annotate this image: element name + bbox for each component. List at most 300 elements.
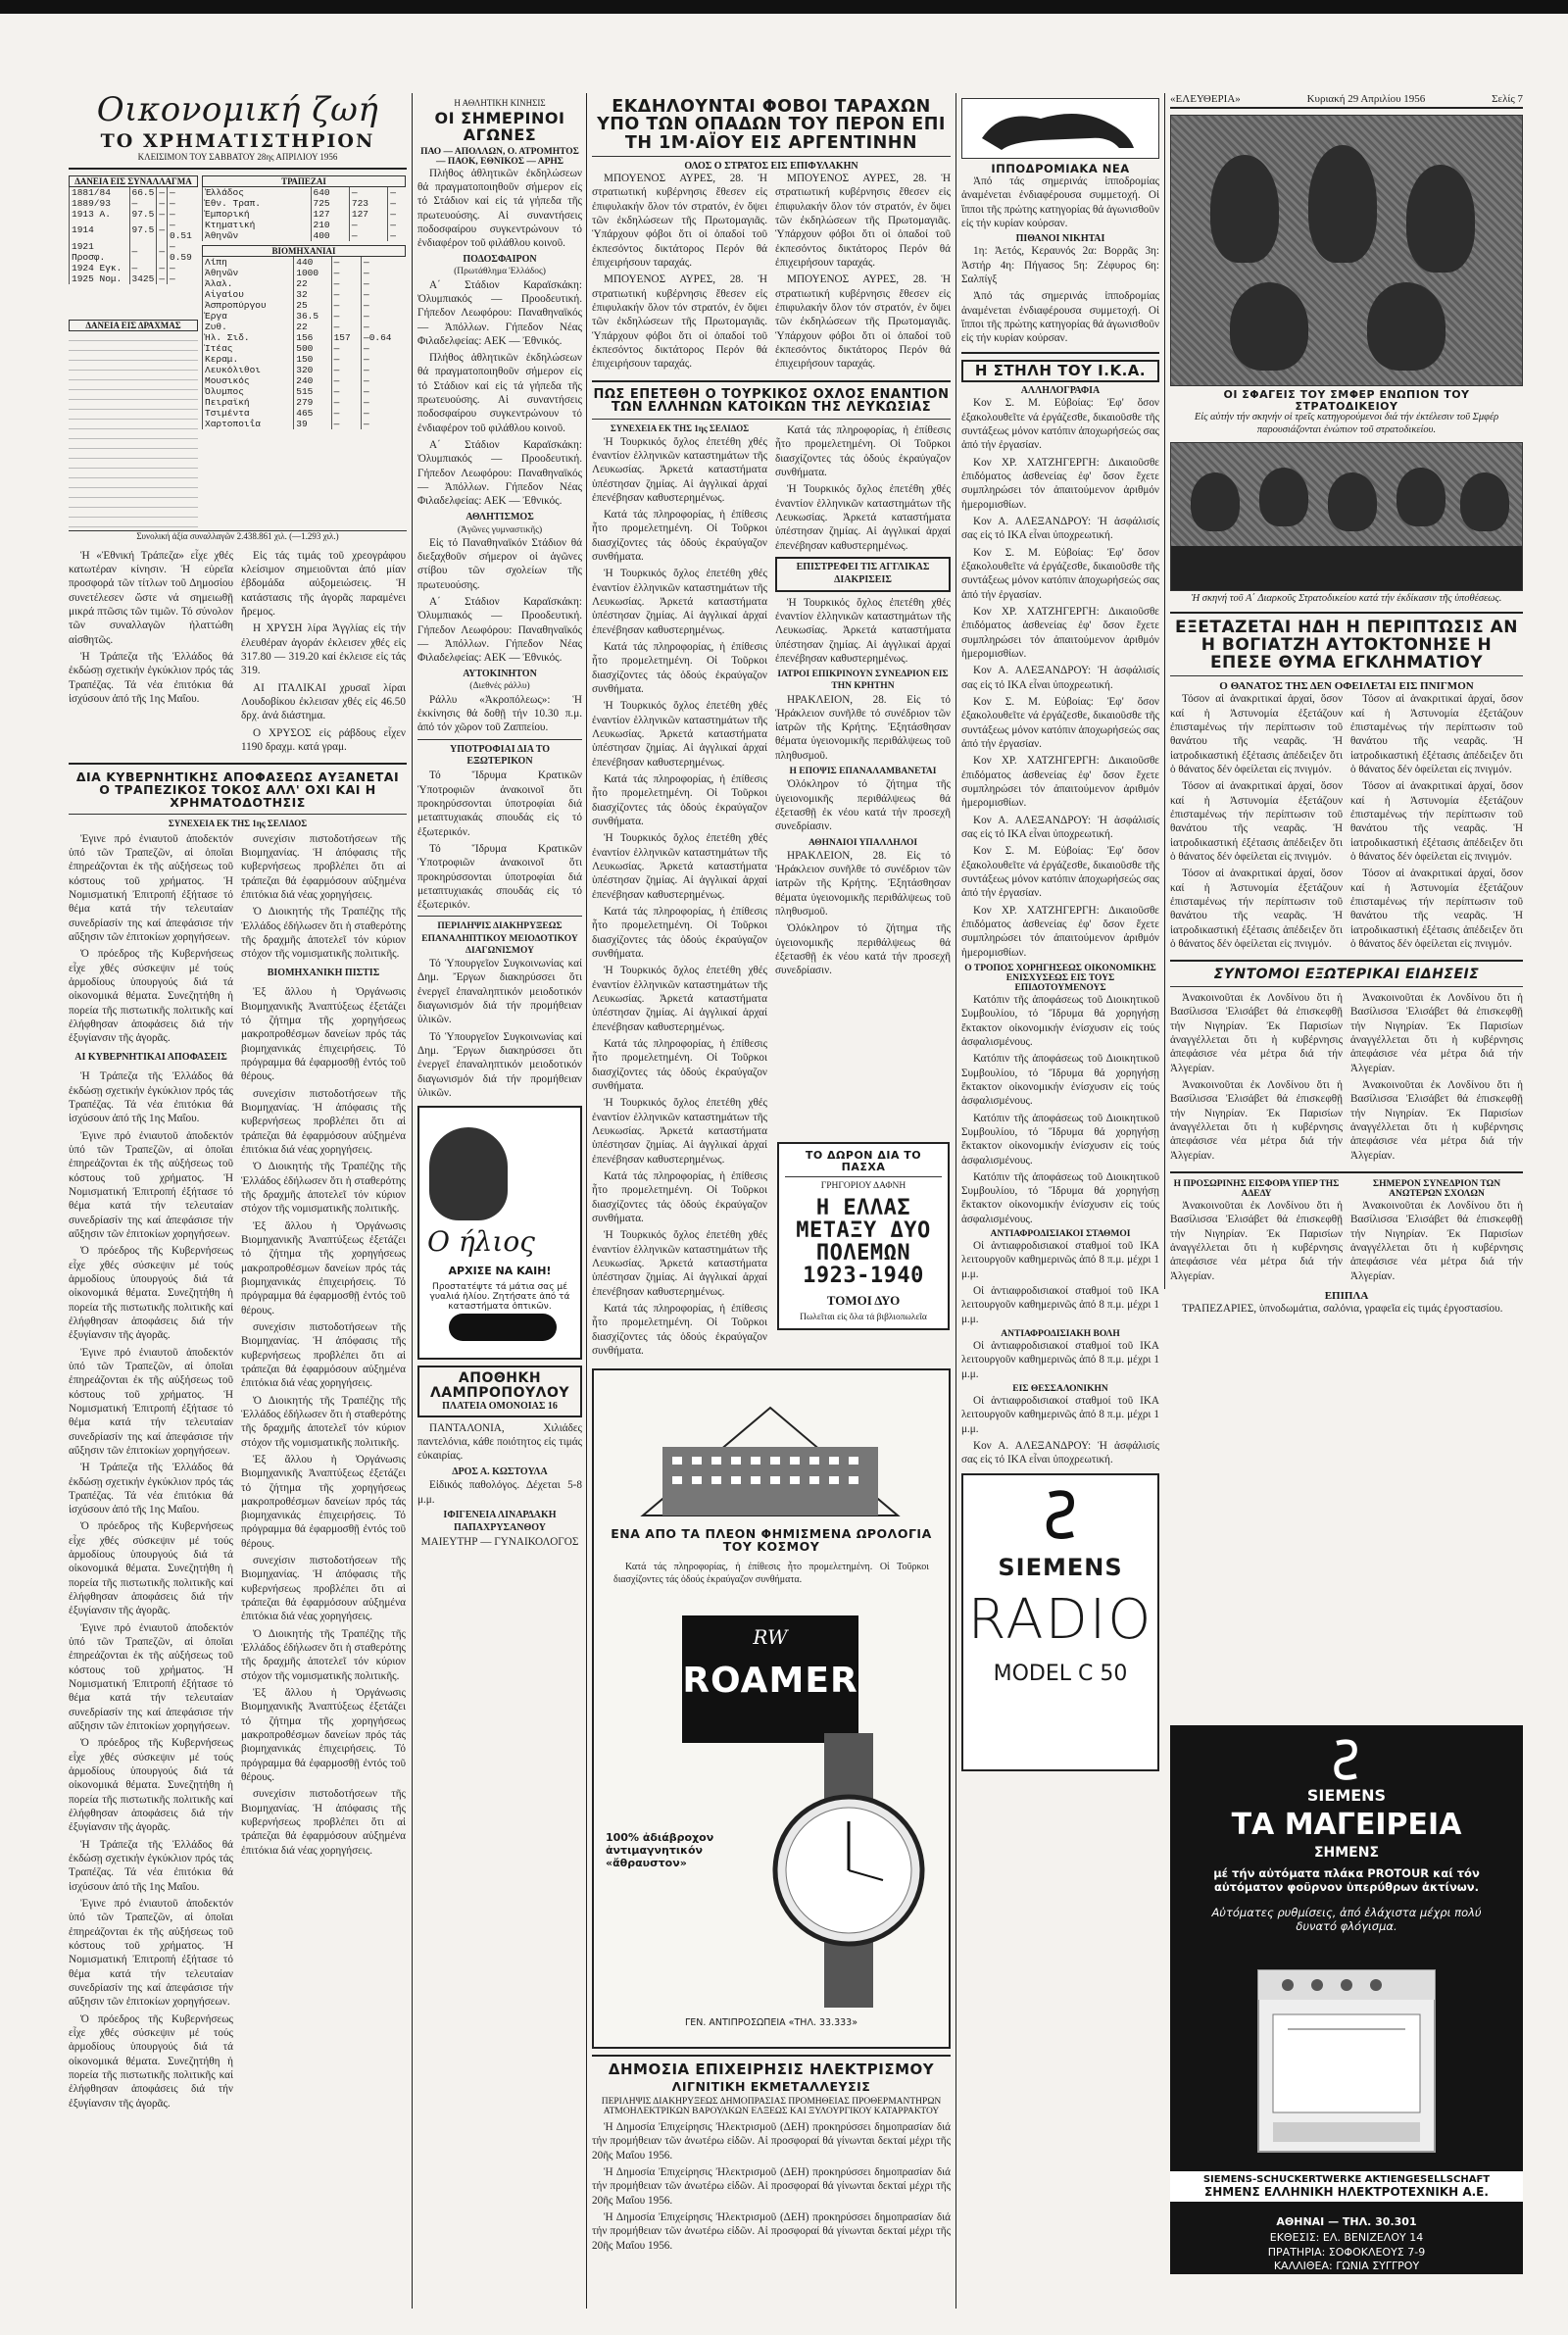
table-cell: —: [331, 289, 361, 300]
roamer-brand: ROAMER: [682, 1661, 858, 1702]
table-cell: 1881/84: [70, 187, 130, 198]
table-cell: —: [388, 187, 406, 198]
siemens-corp: SIEMENS-SCHUCKERTWERKE AKTIENGESELLSCHAFT: [1202, 2174, 1491, 2185]
scholarships-title: ΥΠΟΤΡΟΦΙΑΙ ΔΙΑ ΤΟ ΕΞΩΤΕΡΙΚΟΝ: [450, 743, 550, 768]
table-row: [203, 198, 407, 209]
table-row: [203, 278, 407, 289]
athletics-subtitle: (Ἀγῶνες γυμναστικῆς): [457, 524, 543, 535]
table-cell: 1000: [294, 268, 331, 278]
bottom-briefs: [1170, 1179, 1523, 1286]
rally-title: ΑΥΤΟΚΙΝΗΤΟΝ: [463, 668, 537, 679]
table-cell: 440: [294, 257, 331, 268]
table-cell: 156: [294, 332, 331, 343]
siemens-shops2: ΚΑΛΛΙΘΕΑ: ΓΩΝΙΑ ΣΥΓΓΡΟΥ: [1273, 2260, 1420, 2272]
table-row: [70, 187, 199, 198]
photo-figure: [1210, 155, 1279, 263]
table-cell: 127: [349, 209, 387, 220]
ppc-subtitle: ΛΙΓΝΙΤΙΚΗ ΕΚΜΕΤΑΛΛΕΥΣΙΣ: [671, 2078, 871, 2094]
book-ad-title: ΤΟ ΔΩΡΟΝ ΔΙΑ ΤΟ ΠΑΣΧΑ: [805, 1149, 922, 1173]
table-cell: Ζυθ.: [203, 322, 294, 332]
table-cell: —: [388, 230, 406, 241]
table-cell: —: [331, 386, 361, 397]
table-cell: 1889/93: [70, 198, 130, 209]
table-row: [70, 209, 199, 220]
table-cell: —: [168, 263, 198, 273]
siemens-kitchen-body2: Αὐτόματες ρυθμίσεις, ἀπό ἐλάχιστα μέχρι πολύ δυνατό φλόγισμα.: [1211, 1906, 1482, 1933]
sunglasses-ad-title: Ο ήλιος: [427, 1225, 535, 1259]
table-cell: 39: [294, 419, 331, 429]
siemens-radio-ad: [961, 1473, 1159, 1771]
page-number: Σελίς 7: [1492, 93, 1523, 105]
book-author: ΓΡΗΓΟΡΙΟΥ ΔΑΦΝΗ: [820, 1181, 906, 1192]
table-cell: 500: [294, 343, 331, 354]
building-illustration: [623, 1378, 917, 1525]
market-tables: [69, 175, 407, 527]
brief-col-b: Ἀνακοινοῦται ἐκ Λονδίνου ὅτι ἡ Βασίλισσα Ἐλισάβετ θά ἐπισκεφθῇ τήν Νιγηρίαν. Ἐκ Παρισίων ἀναγγέλλεται ὅτι ἡ κυβέρνησις ἀπεφάσισε νέα μέτρα διά τήν Ἀλγερίαν. Ἀνακοινοῦται ἐκ Λονδίνου ὅτι ἡ Βασίλισσα Ἐλισάβετ θά ἐπισκεφθῇ τήν Νιγηρίαν. Ἐκ Παρισίων ἀναγγέλλεται ὅτι ἡ κυβέρνησις ἀπεφάσισε νέα μέτρα διά τήν Ἀλγερίαν.: [1350, 992, 1523, 1162]
photo-table: [1171, 546, 1522, 590]
sports-column: [417, 98, 582, 1552]
roamer-rw: RW: [753, 1625, 788, 1650]
table-row: [203, 408, 407, 419]
watch-icon: [760, 1733, 937, 2008]
roamer-ad-body: Κατά τάς πληροφορίας, ἡ ἐπίθεσις ἦτο προμελετημένη. Οἱ Τοῦρκοι διασχίζοντες τάς ὁδούς ἐκραύγαζον συνθήματα.: [613, 1562, 929, 1585]
table-cell: —: [362, 419, 407, 429]
book-name: Η ΕΛΛΑΣ ΜΕΤΑΞΥ ΔΥΟ ΠΟΛΕΜΩΝ 1923-1940: [796, 1196, 931, 1289]
table-cell: —: [362, 300, 407, 311]
table-row: [203, 322, 407, 332]
table-row: [203, 375, 407, 386]
table-row: [203, 397, 407, 408]
thessaloniki-title: ΕΙΣ ΘΕΣΣΑΛΟΝΙΚΗΝ: [1012, 1384, 1108, 1395]
table-cell: Πειραϊκή: [203, 397, 294, 408]
tribunal-photo-1: [1170, 115, 1523, 386]
lampropoulou-address: ΠΛΑΤΕΙΑ ΟΜΟΝΟΙΑΣ 16: [442, 1400, 558, 1412]
paper-name: «ΕΛΕΥΘΕΡΙΑ»: [1170, 93, 1241, 105]
market-total: Συνολική ἀξία συναλλαγῶν 2.438.861 χιλ. (—1.293 χιλ.): [69, 530, 407, 541]
aid-title: Ο ΤΡΟΠΟΣ ΧΟΡΗΓΗΣΕΩΣ ΟΙΚΟΝΟΜΙΚΗΣ ΕΝΙΣΧΥΣΕΩΣ ΕΙΣ ΤΟΥΣ ΕΠΙΔΟΤΟΥΜΕΝΟΥΣ: [964, 963, 1156, 993]
table-cell: 22: [294, 278, 331, 289]
argentina-col-a: ΜΠΟΥΕΝΟΣ ΑΥΡΕΣ, 28. Ἡ στρατιωτική κυβέρνησις ἔθεσεν εἰς ἐπιφυλακήν ὅλον τόν στρατόν, ἐν ὄψει τῶν ἐκδηλώσεων τῆς Πρωτομαγιᾶς. Ὑπάρχουν φόβοι ὅτι οἱ ὀπαδοί τοῦ ἐκπεσόντος δικτάτορος Περόν θά ἐπιχειρήσουν ταραχάς. ΜΠΟΥΕΝΟΣ ΑΥΡΕΣ, 28. Ἡ στρατιωτική κυβέρνησις ἔθεσεν εἰς ἐπιφυλακήν ὅλον τόν στρατόν, ἐν ὄψει τῶν ἐκδηλώσεων τῆς Πρωτομαγιᾶς. Ὑπάρχουν φόβοι ὅτι οἱ ὀπαδοί τοῦ ἐκπεσόντος δικτάτορος Περόν θά ἐπιχειρήσουν ταραχάς.: [592, 173, 767, 371]
banks-table-wrap: [202, 175, 406, 527]
siemens-footer: [1170, 2171, 1523, 2202]
table-cell: 97.5: [129, 220, 157, 241]
table-cell: —: [362, 397, 407, 408]
top-scan-border: [0, 0, 1568, 14]
crime-col-b: Τόσον αἱ ἀνακριτικαί ἀρχαί, ὅσον καί ἡ Ἀστυνομία ἐξετάζουν ἐπισταμένως τήν περίπτωσιν τοῦ θανάτου τῆς νεαρᾶς. Ἡ ἰατροδικαστική ἐξέτασις ἀπέδειξεν ὅτι ὁ θάνατος δέν ὀφείλεται εἰς πνιγμόν. Τόσον αἱ ἀνακριτικαί ἀρχαί, ὅσον καί ἡ Ἀστυνομία ἐξετάζουν ἐπισταμένως τήν περίπτωσιν τοῦ θανάτου τῆς νεαρᾶς. Ἡ ἰατροδικαστική ἐξέτασις ἀπέδειξεν ὅτι ὁ θάνατος δέν ὀφείλεται εἰς πνιγμόν. Τόσον αἱ ἀνακριτικαί ἀρχαί, ὅσον καί ἡ Ἀστυνομία ἐξετάζουν ἐπισταμένως τήν περίπτωσιν τοῦ θανάτου τῆς νεαρᾶς. Ἡ ἰατροδικαστική ἐξέτασις ἀπέδειξεν ὅτι ὁ θάνατος δέν ὀφείλεται εἰς πνιγμόν.: [1350, 693, 1523, 950]
table-cell: —0.51: [168, 220, 198, 241]
table-cell: Λίπη: [203, 257, 294, 268]
adedy-brief: [1170, 1179, 1343, 1286]
table-cell: 320: [294, 365, 331, 375]
table-cell: 3425: [129, 273, 157, 284]
photo-figure: [1191, 472, 1240, 531]
table-row: [70, 198, 199, 209]
table-cell: —: [331, 408, 361, 419]
table-cell: Αἰγαίου: [203, 289, 294, 300]
doctors-congress-title: ΙΑΤΡΟΙ ΕΠΙΚΡΙΝΟΥΝ ΣΥΝΕΔΡΙΟΝ ΕΙΣ ΤΗΝ ΚΡΗΤΗΝ: [777, 670, 949, 692]
table-cell: 36.5: [294, 311, 331, 322]
roamer-watch-ad: [592, 1368, 951, 2049]
cyprus-col-b: Κατά τάς πληροφορίας, ἡ ἐπίθεσις ἦτο προμελετημένη. Οἱ Τοῦρκοι διασχίζοντες τάς ὁδούς ἐκραύγαζον συνθήματα. Ἡ Τουρκικός ὄχλος ἐπετέθη χθές ἐναντίον ἑλληνικῶν καταστημάτων τῆς Λευκωσίας. Ἀρκετά καταστήματα ὑπέστησαν ζημίας. Αἱ ἀγγλικαί ἀρχαί ἐπενέβησαν καθυστερημένως. ΕΠΙΣΤΡΕΦΕΙ ΤΙΣ ΑΓΓΛΙΚΑΣ ΔΙΑΚΡΙΣΕΙΣ Ἡ Τουρκικός ὄχλος ἐπετέθη χθές ἐναντίον ἑλληνικῶν καταστημάτων τῆς Λευκωσίας. Ἀρκετά καταστήματα ὑπέστησαν ζημίας. Αἱ ἀγγλικαί ἀρχαί ἐπενέβησαν καθυστερημένως. ΙΑΤΡΟΙ ΕΠΙΚΡΙΝΟΥΝ ΣΥΝΕΔΡΙΟΝ ΕΙΣ ΤΗΝ ΚΡΗΤΗΝ ΗΡΑΚΛΕΙΟΝ, 28. Εἰς τό Ἡράκλειον συνῆλθε τό συνέδριον τῶν ἰατρῶν τῆς Κρήτης. Ἐξητάσθησαν θέματα ὑγειονομικῆς περιθάλψεως τοῦ πληθυσμοῦ. Η ΕΠΟΨΙΣ ΕΠΑΝΑΛΑΜΒΑΝΕΤΑΙ Ὁλόκληρον τό ζήτημα τῆς ὑγειονομικῆς περιθάλψεως θά ἐξετασθῇ ἐκ νέου κατά τήν προσεχῆ συνεδρίασιν. ΑΘΗΝΑΙΟΙ ΥΠΑΛΛΗΛΟΙ ΗΡΑΚΛΕΙΟΝ, 28. Εἰς τό Ἡράκλειον συνῆλθε τό συνέδριον τῶν ἰατρῶν τῆς Κρήτης. Ἐξητάσθησαν θέματα ὑγειονομικῆς περιθάλψεως τοῦ πληθυσμοῦ. Ὁλόκληρον τό ζήτημα τῆς ὑγειονομικῆς περιθάλψεως θά ἐξετασθῇ ἐκ νέου κατά τήν προσεχῆ συνεδρίασιν.: [775, 424, 951, 977]
roamer-ad-headline: ΕΝΑ ΑΠΟ ΤΑ ΠΛΕΟΝ ΦΗΜΙΣΜΕΝΑ ΩΡΟΛΟΓΙΑ ΤΟΥ ΚΟΣΜΟΥ: [611, 1526, 932, 1555]
foreign-brief-headline: ΣΥΝΤΟΜΟΙ ΕΞΩΤΕΡΙΚΑΙ ΕΙΔΗΣΕΙΣ: [1213, 967, 1480, 983]
table-cell: —: [331, 354, 361, 365]
table-cell: 25: [294, 300, 331, 311]
table-cell: —: [331, 311, 361, 322]
table-cell: —: [362, 289, 407, 300]
table-cell: 127: [311, 209, 349, 220]
table-cell: —0.59: [168, 241, 198, 263]
sports-teams: ΠΑΟ — ΑΠΟΛΛΩΝ, Ο. ΑΤΡΟΜΗΤΟΣ — ΠΑΟΚ, ΕΘΝΙΚΟΣ — ΑΡΗΣ: [420, 146, 579, 167]
siemens-kitchen-body: μέ τήν αὐτόματα πλάκα PROTOUR καί τόν αὐτόματον φοῦρνον ὑπερύθρων ἀκτίνων.: [1213, 1866, 1480, 1894]
siemens-kitchen-title: ΤΑ ΜΑΓΕΙΡΕΙΑ: [1231, 1808, 1462, 1842]
table-cell: —: [362, 278, 407, 289]
table-cell: —: [157, 209, 168, 220]
schools-brief: [1350, 1179, 1523, 1286]
table-cell: Ἐμπορική: [203, 209, 312, 220]
argentina-body: [592, 172, 951, 374]
clinic-body: Οἱ ἀντιαφροδισιακοί σταθμοί τοῦ ΙΚΑ λειτουργοῦν καθημερινῶς ἀπό 8 π.μ. μέχρι 1 μ.μ.: [961, 1340, 1159, 1380]
sunglasses-ad: [417, 1106, 582, 1360]
stations-title: ΑΝΤΙΑΦΡΟΔΙΣΙΑΚΟΙ ΣΤΑΘΜΟΙ: [990, 1229, 1131, 1240]
siemens-logo-icon: [1322, 1735, 1371, 1784]
table-cell: 279: [294, 397, 331, 408]
clinic-title: ΑΝΤΙΑΦΡΟΔΙΣΙΑΚΗ ΒΟΛΗ: [1001, 1329, 1120, 1340]
ika-column: [961, 98, 1159, 1771]
table-cell: —: [362, 408, 407, 419]
athletics-title: ΑΘΛΗΤΙΣΜΟΣ: [466, 511, 534, 522]
gynecologist-notice-title: ΙΦΙΓΕΝΕΙΑ ΛΙΝΑΡΔΑΚΗ ΠΑΠΑΧΡΥΣΑΝΘΟΥ: [443, 1510, 557, 1533]
table-cell: —: [331, 257, 361, 268]
economy-sub1: ΑΙ ΚΥΒΕΡΝΗΤΙΚΑΙ ΑΠΟΦΑΣΕΙΣ: [74, 1051, 227, 1063]
drachma-loans-title: ΔΑΝΕΙΑ ΕΙΣ ΔΡΑΧΜΑΣ: [69, 320, 198, 331]
sunglasses-ad-sub: ΑΡΧΙΣΕ ΝΑ ΚΑΙΗ!: [448, 1265, 552, 1278]
table-cell: Ἀσπροπύργου: [203, 300, 294, 311]
sports-headline: ΟΙ ΣΗΜΕΡΙΝΟΙ ΑΓΩΝΕΣ: [434, 109, 565, 144]
photo-figure: [1328, 472, 1377, 531]
table-cell: —: [331, 278, 361, 289]
inspection-title: Η ΕΠΟΨΙΣ ΕΠΑΝΑΛΑΜΒΑΝΕΤΑΙ: [789, 767, 937, 777]
table-cell: Ἀλαλ.: [203, 278, 294, 289]
siemens-logo-icon: [1032, 1485, 1091, 1544]
table-row: [203, 300, 407, 311]
exchange-subtitle: ΚΛΕΙΣΙΜΟΝ ΤΟΥ ΣΑΒΒΑΤΟΥ 28ης ΑΠΡΙΛΙΟΥ 1956: [137, 151, 338, 162]
roamer-footer: ΓΕΝ. ΑΝΤΙΠΡΟΣΩΠΕΙΑ «ΤΗΛ. 33.333»: [684, 2017, 858, 2029]
photo-figure: [1230, 282, 1308, 371]
banks-title: ΤΡΑΠΕΖΑΙ: [202, 175, 406, 187]
column-rule: [412, 93, 413, 2309]
table-cell: —: [349, 187, 387, 198]
table-cell: 1925 Νομ.: [70, 273, 130, 284]
winners-list: 1η: Ἀετός, Κεραυνός 2α: Βορρᾶς 3η: Ἀστήρ 4η: Πήγασος 5η: Ζέφυρος 6η: Σαλπίγξ Ἀπό τάς σημερινάς ἱπποδρομίας ἀναμένεται ἐνδιαφέρουσα συμμετοχή. Οἱ ἵπποι τῆς πρώτης κατηγορίας θά ἀγωνισθοῦν εἰς τήν κυρίαν κούρσαν.: [961, 245, 1159, 345]
crime-col-a: Τόσον αἱ ἀνακριτικαί ἀρχαί, ὅσον καί ἡ Ἀστυνομία ἐξετάζουν ἐπισταμένως τήν περίπτωσιν τοῦ θανάτου τῆς νεαρᾶς. Ἡ ἰατροδικαστική ἐξέτασις ἀπέδειξεν ὅτι ὁ θάνατος δέν ὀφείλεται εἰς πνιγμόν. Τόσον αἱ ἀνακριτικαί ἀρχαί, ὅσον καί ἡ Ἀστυνομία ἐξετάζουν ἐπισταμένως τήν περίπτωσιν τοῦ θανάτου τῆς νεαρᾶς. Ἡ ἰατροδικαστική ἐξέτασις ἀπέδειξεν ὅτι ὁ θάνατος δέν ὀφείλεται εἰς πνιγμόν. Τόσον αἱ ἀνακριτικαί ἀρχαί, ὅσον καί ἡ Ἀστυνομία ἐξετάζουν ἐπισταμένως τήν περίπτωσιν τοῦ θανάτου τῆς νεαρᾶς. Ἡ ἰατροδικαστική ἐξέτασις ἀπέδειξεν ὅτι ὁ θάνατος δέν ὀφείλεται εἰς πνιγμόν.: [1170, 693, 1343, 950]
table-cell: —: [168, 273, 198, 284]
sports-body: Πλήθος ἀθλητικῶν ἐκδηλώσεων θά πραγματοποιηθοῦν σήμερον εἰς τό Στάδιον καί εἰς τά γήπεδα τῆς πρωτευούσης. Αἱ συναντήσεις ποδοσφαίρου συγκεντρώνουν τό ἐνδιαφέρον τοῦ φιλάθλου κοινοῦ. ΠΟΔΟΣΦΑΙΡΟΝ (Πρωτάθλημα Ἑλλάδος) Α΄ Στάδιον Καραϊσκάκη: Ὀλυμπιακός — Προοδευτική. Γήπεδον Λεωφόρου: Παναθηναϊκός — Ἀπόλλων. Γήπεδον Νέας Φιλαδελφείας: ΑΕΚ — Ἐθνικός. Πλήθος ἀθλητικῶν ἐκδηλώσεων θά πραγματοποιηθοῦν σήμερον εἰς τό Στάδιον καί εἰς τά γήπεδα τῆς πρωτευούσης. Αἱ συναντήσεις ποδοσφαίρου συγκεντρώνουν τό ἐνδιαφέρον τοῦ φιλάθλου κοινοῦ. Α΄ Στάδιον Καραϊσκάκη: Ὀλυμπιακός — Προοδευτική. Γήπεδον Λεωφόρου: Παναθηναϊκός — Ἀπόλλων. Γήπεδον Νέας Φιλαδελφείας: ΑΕΚ — Ἐθνικός. ΑΘΛΗΤΙΣΜΟΣ (Ἀγῶνες γυμναστικῆς) Εἰς τό Παναθηναϊκόν Στάδιον θά διεξαχθοῦν σήμερον οἱ ἀγῶνες στίβου τῶν σχολείων τῆς πρωτευούσης. Α΄ Στάδιον Καραϊσκάκη: Ὀλυμπιακός — Προοδευτική. Γήπεδον Λεωφόρου: Παναθηναϊκός — Ἀπόλλων. Γήπεδον Νέας Φιλαδελφείας: ΑΕΚ — Ἐθνικός. ΑΥΤΟΚΙΝΗΤΟΝ (Διεθνές ράλλυ) Ράλλυ «Ἀκροπόλεως»: Ἡ ἐκκίνησις θά δοθῇ τήν 10.30 π.μ. ἀπό τόν χῶρον τοῦ Ζαππείου. ΥΠΟΤΡΟΦΙΑΙ ΔΙΑ ΤΟ ΕΞΩΤΕΡΙΚΟΝ Τό Ἵδρυμα Κρατικῶν Ὑποτροφιῶν ἀνακοινοῖ ὅτι προκηρύσσονται ὑποτροφίαι διά μεταπτυχιακάς σπουδάς εἰς τό ἐξωτερικόν. Τό Ἵδρυμα Κρατικῶν Ὑποτροφιῶν ἀνακοινοῖ ὅτι προκηρύσσονται ὑποτροφίαι διά μεταπτυχιακάς σπουδάς εἰς τό ἐξωτερικόν. ΠΕΡΙΛΗΨΙΣ ΔΙΑΚΗΡΥΞΕΩΣ ΕΠΑΝΑΛΗΠΤΙΚΟΥ ΜΕΙΟΔΟΤΙΚΟΥ ΔΙΑΓΩΝΙΣΜΟΥ Τό Ὑπουργεῖον Συγκοινωνίας καί Δημ. Ἔργων διακηρύσσει ὅτι ἐνεργεῖ ἐπαναληπτικόν μειοδοτικόν διαγωνισμόν διά τήν προμήθειαν ὑλικῶν. Τό Ὑπουργεῖον Συγκοινωνίας καί Δημ. Ἔργων διακηρύσσει ὅτι ἐνεργεῖ ἐπαναληπτικόν μειοδοτικόν διαγωνισμόν διά τήν προμήθειαν ὑλικῶν.: [417, 167, 582, 1099]
table-cell: 725: [311, 198, 349, 209]
table-row: [203, 268, 407, 278]
table-cell: Ἠλ. Σιδ.: [203, 332, 294, 343]
adedy-title: Η ΠΡΟΣΩΡΙΝΗΣ ΕΙΣΦΟΡΑ ΥΠΕΡ ΤΗΣ ΑΔΕΔΥ: [1173, 1178, 1340, 1199]
crime-deck: Ο ΘΑΝΑΤΟΣ ΤΗΣ ΔΕΝ ΟΦΕΙΛΕΤΑΙ ΕΙΣ ΠΝΙΓΜΟΝ: [1219, 680, 1474, 693]
banks-table: [202, 187, 406, 241]
table-cell: —: [157, 198, 168, 209]
table-row: [203, 209, 407, 220]
table-cell: —: [362, 311, 407, 322]
cyprus-headline: ΠΩΣ ΕΠΕΤΕΘΗ Ο ΤΟΥΡΚΙΚΟΣ ΟΧΛΟΣ ΕΝΑΝΤΙΟΝ ΤΩΝ ΕΛΛΗΝΩΝ ΚΑΤΟΙΚΩΝ ΤΗΣ ΛΕΥΚΩΣΙΑΣ: [593, 386, 950, 416]
table-cell: 1921 Προσφ.: [70, 241, 130, 263]
table-cell: 240: [294, 375, 331, 386]
table-cell: —0.64: [362, 332, 407, 343]
economy-intro-left: Ἡ «Ἐθνική Τράπεζα» εἶχε χθές κατωτέραν κίνησιν. Ἡ εὑρεῖα προσφορά τῶν τίτλων τοῦ Δημοσίου συνετέλεσεν ὥστε νά σημειωθῇ μικρά πτῶσις τῶν τιμῶν. Τό σύνολον τῶν συναλλαγῶν ἠλαττώθη αἰσθητῶς. Ἡ Τράπεζα τῆς Ἑλλάδος θά ἐκδώσῃ σχετικήν ἐγκύκλιον πρός τάς Τραπέζας. Τά νέα ἐπιτόκια θά ἰσχύσουν ἀπό τῆς 1ης Μαΐου.: [69, 549, 233, 705]
table-cell: —: [157, 187, 168, 198]
doctor-notice-title: ΔΡΟΣ Α. ΚΩΣΤΟΥΛΑ: [452, 1466, 548, 1477]
table-row: [70, 241, 199, 263]
table-cell: 1913 Α.: [70, 209, 130, 220]
table-row: [203, 386, 407, 397]
table-cell: —: [157, 220, 168, 241]
table-cell: Ἰτέας: [203, 343, 294, 354]
paper-date: Κυριακή 29 Απριλίου 1956: [1306, 93, 1426, 105]
ika-body: Κον Σ. Μ. Εὐβοίας: Ἐφ' ὅσον ἐξακολουθεῖτε νά ἐργάζεσθε, δικαιοῦσθε τῆς συντάξεως μόνον κατόπιν ἀποχωρήσεώς σας ἀπό τήν ἐργασίαν. Κον ΧΡ. ΧΑΤΖΗΓΕΡΓΗ: Δικαιοῦσθε ἐπιδόματος ἀσθενείας ἐφ' ὅσον ἔχετε συμπληρώσει τόν ἀπαιτούμενον ἀριθμόν ἡμερομισθίων. Κον Α. ΑΛΕΞΑΝΔΡΟΥ: Ἡ ἀσφάλισίς σας εἰς τό ΙΚΑ εἶναι ὑποχρεωτική. Κον Σ. Μ. Εὐβοίας: Ἐφ' ὅσον ἐξακολουθεῖτε νά ἐργάζεσθε, δικαιοῦσθε τῆς συντάξεως μόνον κατόπιν ἀποχωρήσεώς σας ἀπό τήν ἐργασίαν. Κον ΧΡ. ΧΑΤΖΗΓΕΡΓΗ: Δικαιοῦσθε ἐπιδόματος ἀσθενείας ἐφ' ὅσον ἔχετε συμπληρώσει τόν ἀπαιτούμενον ἀριθμόν ἡμερομισθίων. Κον Α. ΑΛΕΞΑΝΔΡΟΥ: Ἡ ἀσφάλισίς σας εἰς τό ΙΚΑ εἶναι ὑποχρεωτική. Κον Σ. Μ. Εὐβοίας: Ἐφ' ὅσον ἐξακολουθεῖτε νά ἐργάζεσθε, δικαιοῦσθε τῆς συντάξεως μόνον κατόπιν ἀποχωρήσεώς σας ἀπό τήν ἐργασίαν. Κον ΧΡ. ΧΑΤΖΗΓΕΡΓΗ: Δικαιοῦσθε ἐπιδόματος ἀσθενείας ἐφ' ὅσον ἔχετε συμπληρώσει τόν ἀπαιτούμενον ἀριθμόν ἡμερομισθίων. Κον Α. ΑΛΕΞΑΝΔΡΟΥ: Ἡ ἀσφάλισίς σας εἰς τό ΙΚΑ εἶναι ὑποχρεωτική. Κον Σ. Μ. Εὐβοίας: Ἐφ' ὅσον ἐξακολουθεῖτε νά ἐργάζεσθε, δικαιοῦσθε τῆς συντάξεως μόνον κατόπιν ἀποχωρήσεώς σας ἀπό τήν ἐργασίαν. Κον ΧΡ. ΧΑΤΖΗΓΕΡΓΗ: Δικαιοῦσθε ἐπιδόματος ἀσθενείας ἐφ' ὅσον ἔχετε συμπληρώσει τόν ἀπαιτούμενον ἀριθμόν ἡμερομισθίων.: [961, 397, 1159, 959]
football-title: ΠΟΔΟΣΦΑΙΡΟΝ: [463, 253, 537, 265]
table-cell: —: [349, 230, 387, 241]
correspondence-title: ΑΛΛΗΛΟΓΡΑΦΙΑ: [1020, 385, 1101, 397]
table-cell: 150: [294, 354, 331, 365]
table-cell: 465: [294, 408, 331, 419]
table-cell: —: [129, 263, 157, 273]
crime-body: [1170, 692, 1523, 954]
schools-title: ΣΗΜΕΡΟΝ ΣΥΝΕΔΡΙΟΝ ΤΩΝ ΑΝΩΤΕΡΩΝ ΣΧΟΛΩΝ: [1372, 1178, 1501, 1199]
table-cell: 32: [294, 289, 331, 300]
photo-figure: [1367, 282, 1446, 371]
table-row: [203, 343, 407, 354]
roamer-logo-panel: [682, 1615, 858, 1743]
table-cell: —: [362, 257, 407, 268]
siemens-radio-model: MODEL C 50: [993, 1661, 1128, 1686]
economy-byline: ΣΥΝΕΧΕΙΑ ΕΚ ΤΗΣ 1ης ΣΕΛΙΔΟΣ: [168, 818, 308, 828]
column-rule: [1164, 93, 1165, 1289]
table-cell: —: [331, 397, 361, 408]
table-row: [203, 230, 407, 241]
economy-col-b: συνεχίσιν πιστοδοτήσεων τῆς Βιομηχανίας. Ἡ ἀπόφασις τῆς κυβερνήσεως προβλέπει ὅτι αἱ τράπεζαι θά ἐφαρμόσουν αὐξημένα ἐπιτόκια διά νέας χορηγήσεις. Ὁ Διοικητής τῆς Τραπέζης τῆς Ἑλλάδος ἐδήλωσεν ὅτι ἡ σταθερότης τῆς δραχμῆς ἀποτελεῖ τόν κύριον στόχον τῆς νομισματικῆς πολιτικῆς. ΒΙΟΜΗΧΑΝΙΚΗ ΠΙΣΤΙΣ Ἐξ ἄλλου ἡ Ὀργάνωσις Βιομηχανικῆς Ἀναπτύξεως ἐξετάζει τό ζήτημα τῆς χορηγήσεως μακροπροθέσμων δανείων πρός τάς βιομηχανικάς ἐπιχειρήσεις. Τό πρόγραμμα θά ἐφαρμοσθῇ ἐντός τοῦ θέρους. συνεχίσιν πιστοδοτήσεων τῆς Βιομηχανίας. Ἡ ἀπόφασις τῆς κυβερνήσεως προβλέπει ὅτι αἱ τράπεζαι θά ἐφαρμόσουν αὐξημένα ἐπιτόκια διά νέας χορηγήσεις. Ὁ Διοικητής τῆς Τραπέζης τῆς Ἑλλάδος ἐδήλωσεν ὅτι ἡ σταθερότης τῆς δραχμῆς ἀποτελεῖ τόν κύριον στόχον τῆς νομισματικῆς πολιτικῆς. Ἐξ ἄλλου ἡ Ὀργάνωσις Βιομηχανικῆς Ἀναπτύξεως ἐξετάζει τό ζήτημα τῆς χορηγήσεως μακροπροθέσμων δανείων πρός τάς βιομηχανικάς ἐπιχειρήσεις. Τό πρόγραμμα θά ἐφαρμοσθῇ ἐντός τοῦ θέρους. συνεχίσιν πιστοδοτήσεων τῆς Βιομηχανίας. Ἡ ἀπόφασις τῆς κυβερνήσεως προβλέπει ὅτι αἱ τράπεζαι θά ἐφαρμόσουν αὐξημένα ἐπιτόκια διά νέας χορηγήσεις. Ὁ Διοικητής τῆς Τραπέζης τῆς Ἑλλάδος ἐδήλωσεν ὅτι ἡ σταθερότης τῆς δραχμῆς ἀποτελεῖ τόν κύριον στόχον τῆς νομισματικῆς πολιτικῆς. Ἐξ ἄλλου ἡ Ὀργάνωσις Βιομηχανικῆς Ἀναπτύξεως ἐξετάζει τό ζήτημα τῆς χορηγήσεως μακροπροθέσμων δανείων πρός τάς βιομηχανικάς ἐπιχειρήσεις. Τό πρόγραμμα θά ἐφαρμοσθῇ ἐντός τοῦ θέρους. συνεχίσιν πιστοδοτήσεων τῆς Βιομηχανίας. Ἡ ἀπόφασις τῆς κυβερνήσεως προβλέπει ὅτι αἱ τράπεζαι θά ἐφαρμόσουν αὐξημένα ἐπιτόκια διά νέας χορηγήσεις. Ὁ Διοικητής τῆς Τραπέζης τῆς Ἑλλάδος ἐδήλωσεν ὅτι ἡ σταθερότης τῆς δραχμῆς ἀποτελεῖ τόν κύριον στόχον τῆς νομισματικῆς πολιτικῆς. Ἐξ ἄλλου ἡ Ὀργάνωσις Βιομηχανικῆς Ἀναπτύξεως ἐξετάζει τό ζήτημα τῆς χορηγήσεως μακροπροθέσμων δανείων πρός τάς βιομηχανικάς ἐπιχειρήσεις. Τό πρόγραμμα θά ἐφαρμοσθῇ ἐντός τοῦ θέρους. συνεχίσιν πιστοδοτήσεων τῆς Βιομηχανίας. Ἡ ἀπόφασις τῆς κυβερνήσεως προβλέπει ὅτι αἱ τράπεζαι θά ἐφαρμόσουν αὐξημένα ἐπιτόκια διά νέας χορηγήσεις.: [241, 832, 406, 1857]
table-row: [70, 273, 199, 284]
economy-intro-row: [69, 549, 407, 758]
economy-body-cols: [69, 832, 407, 2113]
book-volumes: ΤΟΜΟΙ ΔΥΟ: [826, 1293, 901, 1309]
table-cell: Ἐθν. Τραπ.: [203, 198, 312, 209]
riot-teaser: [775, 557, 951, 592]
table-cell: —: [157, 273, 168, 284]
siemens-radio-brand: SIEMENS: [998, 1553, 1123, 1581]
siemens-radio-word: RADIO: [967, 1587, 1153, 1652]
table-cell: —: [362, 343, 407, 354]
table-row: [203, 220, 407, 230]
furniture-title: ΕΠΙΠΛΑ: [1324, 1289, 1369, 1302]
table-cell: Μουσικός: [203, 375, 294, 386]
ppc-deck: ΠΕΡΙΛΗΨΙΣ ΔΙΑΚΗΡΥΞΕΩΣ ΔΗΜΟΠΡΑΣΙΑΣ ΠΡΟΜΗΘΕΙΑΣ ΠΡΟΘΕΡΜΑΝΤΗΡΩΝ ΑΤΜΟΗΛΕΚΤΡΙΚΩΝ ΒΑΡΟΥΛΚΩΝ ΕΛΞΕΩΣ ΚΑΙ ΞΥΛΟΥΡΓΙΚΟΥ ΚΑΤΑΡΡΑΚΤΟΥ: [601, 2097, 942, 2117]
economy-title: Οικονομική ζωή: [96, 90, 379, 129]
table-cell: —: [331, 322, 361, 332]
photo-figure: [1259, 468, 1308, 526]
crime-headline: ΕΞΕΤΑΖΕΤΑΙ ΗΔΗ Η ΠΕΡΙΠΤΩΣΙΣ ΑΝ Η ΒΟΓΙΑΤΖΗ ΑΥΤΟΚΤΟΝΗΣΕ Η ΕΠΕΣΕ ΘΥΜΑ ΕΓΚΛΗΜΑΤΙΟΥ: [1174, 617, 1519, 672]
table-row: [203, 289, 407, 300]
loans-title: ΔΑΝΕΙΑ ΕΙΣ ΣΥΝΑΛΛΑΓΜΑ: [69, 175, 198, 187]
industries-table: [202, 257, 406, 429]
riot-teaser-title: ΕΠΙΣΤΡΕΦΕΙ ΤΙΣ ΑΓΓΛΙΚΑΣ ΔΙΑΚΡΙΣΕΙΣ: [796, 561, 930, 585]
table-cell: —: [331, 343, 361, 354]
horse-icon: [962, 99, 1158, 156]
table-cell: —: [331, 268, 361, 278]
economy-intro-right: Εἰς τάς τιμάς τοῦ χρεογράφου κλείσιμον σημειοῦνται ἀπό μίαν ἐβδομάδα αὐξομειώσεις. Ἡ κατάστασις τῆς ἀγορᾶς παραμένει ἤρεμος. Η ΧΡΥΣΗ λίρα Ἀγγλίας εἰς τήν ἐλευθέραν ἀγοράν ἐκλεισεν χθές εἰς 317.80 — 319.20 καί ἐκλεισε εἰς τάς 319. ΑΙ ΙΤΑΛΙΚΑΙ χρυσαῖ λίραι Λουδοβίκου ἐκλεισαν χθές εἰς 46.50 δρχ. ἀνά διάστημα. Ο ΧΡΥΣΟΣ εἰς ράβδους εἶχεν 1190 δραχμ. κατά γραμ.: [241, 549, 406, 753]
table-cell: —: [388, 220, 406, 230]
photo1-caption-title: ΟΙ ΣΦΑΓΕΙΣ ΤΟΥ ΣΜΦΕΡ ΕΝΩΠΙΟΝ ΤΟΥ ΣΤΡΑΤΟΔΙΚΕΙΟΥ: [1223, 388, 1470, 413]
table-cell: —: [331, 300, 361, 311]
racing-headline: ΙΠΠΟΔΡΟΜΙΑΚΑ ΝΕΑ: [991, 162, 1130, 175]
table-cell: —: [129, 241, 157, 263]
table-cell: —: [362, 365, 407, 375]
aid-body: Κατόπιν τῆς ἀποφάσεως τοῦ Διοικητικοῦ Συμβουλίου, τό Ἵδρυμα θά χορηγήσῃ ἔκτακτον οἰκονομικήν ἐνίσχυσιν εἰς τούς ἀσφαλισμένους. Κατόπιν τῆς ἀποφάσεως τοῦ Διοικητικοῦ Συμβουλίου, τό Ἵδρυμα θά χορηγήσῃ ἔκτακτον οἰκονομικήν ἐνίσχυσιν εἰς τούς ἀσφαλισμένους. Κατόπιν τῆς ἀποφάσεως τοῦ Διοικητικοῦ Συμβουλίου, τό Ἵδρυμα θά χορηγήσῃ ἔκτακτον οἰκονομικήν ἐνίσχυσιν εἰς τούς ἀσφαλισμένους. Κατόπιν τῆς ἀποφάσεως τοῦ Διοικητικοῦ Συμβουλίου, τό Ἵδρυμα θά χορηγήσῃ ἔκτακτον οἰκονομικήν ἐνίσχυσιν εἰς τούς ἀσφαλισμένους.: [961, 993, 1159, 1225]
tender-title: ΠΕΡΙΛΗΨΙΣ ΔΙΑΚΗΡΥΞΕΩΣ ΕΠΑΝΑΛΗΠΤΙΚΟΥ ΜΕΙΟΔΟΤΙΚΟΥ ΔΙΑΓΩΝΙΣΜΟΥ: [421, 921, 578, 956]
ppc-title: ΔΗΜΟΣΙΑ ΕΠΙΧΕΙΡΗΣΙΣ ΗΛΕΚΤΡΙΣΜΟΥ: [608, 2061, 935, 2079]
table-cell: Ἀθηνῶν: [203, 268, 294, 278]
exchange-title: ΤΟ ΧΡΗΜΑΤΙΣΤΗΡΙΟΝ: [100, 129, 375, 152]
table-cell: Ὀλυμπος: [203, 386, 294, 397]
roamer-features: 100% ἀδιάβροχον ἀντιμαγνητικόν «ἄθραυστον»: [606, 1831, 714, 1870]
siemens-shops: ΠΡΑΤΗΡΙΑ: ΣΟΦΟΚΛΕΟΥΣ 7-9: [1267, 2246, 1426, 2259]
siemens-showroom: ΕΚΘΕΣΙΣ: ΕΛ. ΒΕΝΙΖΕΛΟΥ 14: [1269, 2231, 1424, 2244]
table-cell: —: [157, 241, 168, 263]
winners-title: ΠΙΘΑΝΟΙ ΝΙΚΗΤΑΙ: [1015, 233, 1105, 245]
cyprus-col-a: ΣΥΝΕΧΕΙΑ ΕΚ ΤΗΣ 1ης ΣΕΛΙΔΟΣ Ἡ Τουρκικός ὄχλος ἐπετέθη χθές ἐναντίον ἑλληνικῶν καταστημάτων τῆς Λευκωσίας. Ἀρκετά καταστήματα ὑπέστησαν ζημίας. Αἱ ἀγγλικαί ἀρχαί ἐπενέβησαν καθυστερημένως. Κατά τάς πληροφορίας, ἡ ἐπίθεσις ἦτο προμελετημένη. Οἱ Τοῦρκοι διασχίζοντες τάς ὁδούς ἐκραύγαζον συνθήματα. Ἡ Τουρκικός ὄχλος ἐπετέθη χθές ἐναντίον ἑλληνικῶν καταστημάτων τῆς Λευκωσίας. Ἀρκετά καταστήματα ὑπέστησαν ζημίας. Αἱ ἀγγλικαί ἀρχαί ἐπενέβησαν καθυστερημένως. Κατά τάς πληροφορίας, ἡ ἐπίθεσις ἦτο προμελετημένη. Οἱ Τοῦρκοι διασχίζοντες τάς ὁδούς ἐκραύγαζον συνθήματα. Ἡ Τουρκικός ὄχλος ἐπετέθη χθές ἐναντίον ἑλληνικῶν καταστημάτων τῆς Λευκωσίας. Ἀρκετά καταστήματα ὑπέστησαν ζημίας. Αἱ ἀγγλικαί ἀρχαί ἐπενέβησαν καθυστερημένως. Κατά τάς πληροφορίας, ἡ ἐπίθεσις ἦτο προμελετημένη. Οἱ Τοῦρκοι διασχίζοντες τάς ὁδούς ἐκραύγαζον συνθήματα. Ἡ Τουρκικός ὄχλος ἐπετέθη χθές ἐναντίον ἑλληνικῶν καταστημάτων τῆς Λευκωσίας. Ἀρκετά καταστήματα ὑπέστησαν ζημίας. Αἱ ἀγγλικαί ἀρχαί ἐπενέβησαν καθυστερημένως. Κατά τάς πληροφορίας, ἡ ἐπίθεσις ἦτο προμελετημένη. Οἱ Τοῦρκοι διασχίζοντες τάς ὁδούς ἐκραύγαζον συνθήματα. Ἡ Τουρκικός ὄχλος ἐπετέθη χθές ἐναντίον ἑλληνικῶν καταστημάτων τῆς Λευκωσίας. Ἀρκετά καταστήματα ὑπέστησαν ζημίας. Αἱ ἀγγλικαί ἀρχαί ἐπενέβησαν καθυστερημένως. Κατά τάς πληροφορίας, ἡ ἐπίθεσις ἦτο προμελετημένη. Οἱ Τοῦρκοι διασχίζοντες τάς ὁδούς ἐκραύγαζον συνθήματα. Ἡ Τουρκικός ὄχλος ἐπετέθη χθές ἐναντίον ἑλληνικῶν καταστημάτων τῆς Λευκωσίας. Ἀρκετά καταστήματα ὑπέστησαν ζημίας. Αἱ ἀγγλικαί ἀρχαί ἐπενέβησαν καθυστερημένως. Κατά τάς πληροφορίας, ἡ ἐπίθεσις ἦτο προμελετημένη. Οἱ Τοῦρκοι διασχίζοντες τάς ὁδούς ἐκραύγαζον συνθήματα. Ἡ Τουρκικός ὄχλος ἐπετέθη χθές ἐναντίον ἑλληνικῶν καταστημάτων τῆς Λευκωσίας. Ἀρκετά καταστήματα ὑπέστησαν ζημίας. Αἱ ἀγγλικαί ἀρχαί ἐπενέβησαν καθυστερημένως. Κατά τάς πληροφορίας, ἡ ἐπίθεσις ἦτο προμελετημένη. Οἱ Τοῦρκοι διασχίζοντες τάς ὁδούς ἐκραύγαζον συνθήματα.: [592, 423, 767, 1357]
furniture-body: ΤΡΑΠΕΖΑΡΙΕΣ, ὑπνοδωμάτια, σαλόνια, γραφεῖα εἰς τιμάς ἐργοστασίου.: [1182, 1302, 1503, 1315]
sunglasses-icon: [449, 1314, 557, 1341]
argentina-deck: ΟΛΟΣ Ο ΣΤΡΑΤΟΣ ΕΙΣ ΕΠΙΦΥΛΑΚΗΝ: [684, 161, 858, 173]
table-cell: —: [349, 220, 387, 230]
table-cell: 1924 Εγκ.: [70, 263, 130, 273]
brief-col-a: Ἀνακοινοῦται ἐκ Λονδίνου ὅτι ἡ Βασίλισσα Ἐλισάβετ θά ἐπισκεφθῇ τήν Νιγηρίαν. Ἐκ Παρισίων ἀναγγέλλεται ὅτι ἡ κυβέρνησις ἀπεφάσισε νέα μέτρα διά τήν Ἀλγερίαν. Ἀνακοινοῦται ἐκ Λονδίνου ὅτι ἡ Βασίλισσα Ἐλισάβετ θά ἐπισκεφθῇ τήν Νιγηρίαν. Ἐκ Παρισίων ἀναγγέλλεται ὅτι ἡ κυβέρνησις ἀπεφάσισε νέα μέτρα διά τήν Ἀλγερίαν.: [1170, 992, 1343, 1162]
racing-illustration: [961, 98, 1159, 159]
drachma-loans-table: [69, 331, 198, 527]
table-cell: —: [168, 187, 198, 198]
table-row: [70, 263, 199, 273]
table-cell: Χαρτοποιΐα: [203, 419, 294, 429]
table-row: [70, 220, 199, 241]
table-cell: —: [157, 263, 168, 273]
table-row: [203, 365, 407, 375]
table-cell: Ἐργα: [203, 311, 294, 322]
ppc-body: Ἡ Δημοσία Ἐπιχείρησις Ἠλεκτρισμοῦ (ΔΕΗ) προκηρύσσει δημοπρασίαν διά τήν προμήθειαν τῶν ἀνωτέρω εἰδῶν. Αἱ προσφοραί θά γίνωνται δεκταί μέχρι τῆς 20ῆς Μαΐου 1956. Ἡ Δημοσία Ἐπιχείρησις Ἠλεκτρισμοῦ (ΔΕΗ) προκηρύσσει δημοπρασίαν διά τήν προμήθειαν τῶν ἀνωτέρω εἰδῶν. Αἱ προσφοραί θά γίνωνται δεκταί μέχρι τῆς 20ῆς Μαΐου 1956. Ἡ Δημοσία Ἐπιχείρησις Ἠλεκτρισμοῦ (ΔΕΗ) προκηρύσσει δημοπρασίαν διά τήν προμήθειαν τῶν ἀνωτέρω εἰδῶν. Αἱ προσφοραί θά γίνωνται δεκταί μέχρι τῆς 20ῆς Μαΐου 1956.: [592, 2121, 951, 2252]
argentina-headline: ΕΚΔΗΛΟΥΝΤΑΙ ΦΟΒΟΙ ΤΑΡΑΧΩΝ ΥΠΟ ΤΩΝ ΟΠΑΔΩΝ ΤΟΥ ΠΕΡΟΝ ΕΠΙ ΤΗ 1Μ·ΑΪΟΥ ΕΙΣ ΑΡΓΕΝΤΙΝΗΝ: [597, 97, 946, 153]
economy-col-a: Ἐγινε πρό ἐνιαυτοῦ ἀποδεκτόν ὑπό τῶν Τραπεζῶν, αἱ ὁποῖαι ἐπηρεάζονται ἐκ τῆς αὐξήσεως τοῦ κόστους τοῦ χρήματος. Ἡ Νομισματική Ἐπιτροπή ἐξήτασε τό θέμα κατά τήν τελευταίαν συνεδρίασίν της καί ἀπεφάσισε τήν αὔξησιν τῶν ἐπιτοκίων χορηγήσεων. Ὁ πρόεδρος τῆς Κυβερνήσεως εἶχε χθές σύσκεψιν μέ τούς ἁρμοδίους ὑπουργούς διά τά οἰκονομικά θέματα. Συνεζητήθη ἡ πορεία τῆς πιστωτικῆς πολιτικῆς καί ἐλήφθησαν ἀποφάσεις διά τήν ἐξυγίανσιν τῆς ἀγορᾶς. ΑΙ ΚΥΒΕΡΝΗΤΙΚΑΙ ΑΠΟΦΑΣΕΙΣ Ἡ Τράπεζα τῆς Ἑλλάδος θά ἐκδώσῃ σχετικήν ἐγκύκλιον πρός τάς Τραπέζας. Τά νέα ἐπιτόκια θά ἰσχύσουν ἀπό τῆς 1ης Μαΐου. Ἐγινε πρό ἐνιαυτοῦ ἀποδεκτόν ὑπό τῶν Τραπεζῶν, αἱ ὁποῖαι ἐπηρεάζονται ἐκ τῆς αὐξήσεως τοῦ κόστους τοῦ χρήματος. Ἡ Νομισματική Ἐπιτροπή ἐξήτασε τό θέμα κατά τήν τελευταίαν συνεδρίασίν της καί ἀπεφάσισε τήν αὔξησιν τῶν ἐπιτοκίων χορηγήσεων. Ὁ πρόεδρος τῆς Κυβερνήσεως εἶχε χθές σύσκεψιν μέ τούς ἁρμοδίους ὑπουργούς διά τά οἰκονομικά θέματα. Συνεζητήθη ἡ πορεία τῆς πιστωτικῆς πολιτικῆς καί ἐλήφθησαν ἀποφάσεις διά τήν ἐξυγίανσιν τῆς ἀγορᾶς. Ἐγινε πρό ἐνιαυτοῦ ἀποδεκτόν ὑπό τῶν Τραπεζῶν, αἱ ὁποῖαι ἐπηρεάζονται ἐκ τῆς αὐξήσεως τοῦ κόστους τοῦ χρήματος. Ἡ Νομισματική Ἐπιτροπή ἐξήτασε τό θέμα κατά τήν τελευταίαν συνεδρίασίν της καί ἀπεφάσισε τήν αὔξησιν τῶν ἐπιτοκίων χορηγήσεων. Ἡ Τράπεζα τῆς Ἑλλάδος θά ἐκδώσῃ σχετικήν ἐγκύκλιον πρός τάς Τραπέζας. Τά νέα ἐπιτόκια θά ἰσχύσουν ἀπό τῆς 1ης Μαΐου. Ὁ πρόεδρος τῆς Κυβερνήσεως εἶχε χθές σύσκεψιν μέ τούς ἁρμοδίους ὑπουργούς διά τά οἰκονομικά θέματα. Συνεζητήθη ἡ πορεία τῆς πιστωτικῆς πολιτικῆς καί ἐλήφθησαν ἀποφάσεις διά τήν ἐξυγίανσιν τῆς ἀγορᾶς. Ἐγινε πρό ἐνιαυτοῦ ἀποδεκτόν ὑπό τῶν Τραπεζῶν, αἱ ὁποῖαι ἐπηρεάζονται ἐκ τῆς αὐξήσεως τοῦ κόστους τοῦ χρήματος. Ἡ Νομισματική Ἐπιτροπή ἐξήτασε τό θέμα κατά τήν τελευταίαν συνεδρίασίν της καί ἀπεφάσισε τήν αὔξησιν τῶν ἐπιτοκίων χορηγήσεων. Ὁ πρόεδρος τῆς Κυβερνήσεως εἶχε χθές σύσκεψιν μέ τούς ἁρμοδίους ὑπουργούς διά τά οἰκονομικά θέματα. Συνεζητήθη ἡ πορεία τῆς πιστωτικῆς πολιτικῆς καί ἐλήφθησαν ἀποφάσεις διά τήν ἐξυγίανσιν τῆς ἀγορᾶς. Ἡ Τράπεζα τῆς Ἑλλάδος θά ἐκδώσῃ σχετικήν ἐγκύκλιον πρός τάς Τραπέζας. Τά νέα ἐπιτόκια θά ἰσχύσουν ἀπό τῆς 1ης Μαΐου. Ἐγινε πρό ἐνιαυτοῦ ἀποδεκτόν ὑπό τῶν Τραπεζῶν, αἱ ὁποῖαι ἐπηρεάζονται ἐκ τῆς αὐξήσεως τοῦ κόστους τοῦ χρήματος. Ἡ Νομισματική Ἐπιτροπή ἐξήτασε τό θέμα κατά τήν τελευταίαν συνεδρίασίν της καί ἀπεφάσισε τήν αὔξησιν τῶν ἐπιτοκίων χορηγήσεων. Ὁ πρόεδρος τῆς Κυβερνήσεως εἶχε χθές σύσκεψιν μέ τούς ἁρμοδίους ὑπουργούς διά τά οἰκονομικά θέματα. Συνεζητήθη ἡ πορεία τῆς πιστωτικῆς πολιτικῆς καί ἐλήφθησαν ἀποφάσεις διά τήν ἐξυγίανσιν τῆς ἀγορᾶς.: [69, 832, 233, 2110]
rally-subtitle: (Διεθνές ράλλυ): [469, 681, 530, 692]
table-cell: Κεραμ.: [203, 354, 294, 365]
classifieds: ΠΑΝΤΑΛΟΝΙΑ, Χιλιάδες παντελόνια, κάθε ποιότητος εἰς τιμάς εὐκαιρίας. ΔΡΟΣ Α. ΚΩΣΤΟΥΛΑ Εἰδικός παθολόγος. Δέχεται 5-8 μ.μ. ΙΦΙΓΕΝΕΙΑ ΛΙΝΑΡΔΑΚΗ ΠΑΠΑΧΡΥΣΑΝΘΟΥ ΜΑΙΕΥΤΗΡ — ΓΥΝΑΙΚΟΛΟΓΟΣ: [417, 1421, 582, 1548]
photo-figure: [1460, 472, 1509, 531]
siemens-kitchen-brand: SIEMENS: [1306, 1786, 1387, 1805]
table-row: [203, 419, 407, 429]
sports-kicker: Η ΑΘΛΗΤΙΚΗ ΚΙΝΗΣΙΣ: [454, 98, 546, 108]
economy-sub2: ΒΙΟΜΗΧΑΝΙΚΗ ΠΙΣΤΙΣ: [267, 967, 380, 978]
lampropoulou-ad: [417, 1366, 582, 1416]
thessaloniki-body: Οἱ ἀντιαφροδισιακοί σταθμοί τοῦ ΙΚΑ λειτουργοῦν καθημερινῶς ἀπό 8 π.μ. μέχρι 1 μ.μ. Κον Α. ΑΛΕΞΑΝΔΡΟΥ: Ἡ ἀσφάλισίς σας εἰς τό ΙΚΑ εἶναι ὑποχρεωτική.: [961, 1395, 1159, 1466]
table-cell: 1914: [70, 220, 130, 241]
photo-figure: [1406, 165, 1475, 273]
loans-table-wrap: [69, 175, 198, 527]
economy-section: [69, 90, 407, 2113]
employees-title: ΑΘΗΝΑΙΟΙ ΥΠΑΛΛΗΛΟΙ: [808, 837, 918, 848]
table-cell: —: [362, 322, 407, 332]
table-cell: Λευκόλιθοι: [203, 365, 294, 375]
table-cell: —: [388, 209, 406, 220]
lampropoulou-title: ΑΠΟΘΗΚΗ ΛΑΜΠΡΟΠΟΥΛΟΥ: [429, 1370, 570, 1401]
right-column: [1170, 93, 1523, 1318]
book-ad-column: [777, 1142, 950, 1330]
table-cell: —: [362, 386, 407, 397]
table-cell: 515: [294, 386, 331, 397]
table-row: [203, 257, 407, 268]
table-cell: Ἀθηνῶν: [203, 230, 312, 241]
adedy-body: Ἀνακοινοῦται ἐκ Λονδίνου ὅτι ἡ Βασίλισσα Ἐλισάβετ θά ἐπισκεφθῇ τήν Νιγηρίαν. Ἐκ Παρισίων ἀναγγέλλεται ὅτι ἡ κυβέρνησις ἀπεφάσισε νέα μέτρα διά τήν Ἀλγερίαν.: [1170, 1199, 1343, 1282]
table-row: [203, 311, 407, 322]
siemens-address: ΑΘΗΝΑΙ — ΤΗΛ. 30.301: [1276, 2215, 1417, 2228]
photo-figure: [1396, 468, 1446, 526]
sunglasses-ad-body: Προστατέψτε τά μάτια σας μέ γυαλιά ἡλίου. Ζητήσατε ἀπό τά καταστήματα ὀπτικῶν.: [429, 1282, 570, 1313]
book-ad: [777, 1142, 950, 1330]
table-row: [203, 354, 407, 365]
table-cell: Ἑλλάδος: [203, 187, 312, 198]
ika-headline: Η ΣΤΗΛΗ ΤΟΥ Ι.Κ.Α.: [961, 360, 1159, 383]
table-cell: 66.5: [129, 187, 157, 198]
siemens-kitchen-title2: ΣΗΜΕΝΣ: [1313, 1845, 1380, 1861]
table-row: [203, 332, 407, 343]
table-cell: —: [331, 375, 361, 386]
table-cell: 400: [311, 230, 349, 241]
table-cell: 210: [311, 220, 349, 230]
table-cell: —: [168, 198, 198, 209]
photo-figure: [1308, 145, 1377, 263]
schools-body: Ἀνακοινοῦται ἐκ Λονδίνου ὅτι ἡ Βασίλισσα Ἐλισάβετ θά ἐπισκεφθῇ τήν Νιγηρίαν. Ἐκ Παρισίων ἀναγγέλλεται ὅτι ἡ κυβέρνησις ἀπεφάσισε νέα μέτρα διά τήν Ἀλγερίαν.: [1350, 1199, 1523, 1282]
table-row: [203, 187, 407, 198]
loans-table: [69, 187, 198, 284]
tribunal-photo-2: [1170, 442, 1523, 591]
woman-illustration: [429, 1127, 508, 1220]
table-cell: 157: [331, 332, 361, 343]
table-cell: —: [168, 209, 198, 220]
table-cell: —: [331, 419, 361, 429]
football-subtitle: (Πρωτάθλημα Ἑλλάδος): [454, 267, 546, 277]
table-cell: —: [362, 354, 407, 365]
column-rule: [586, 93, 587, 2309]
table-cell: 640: [311, 187, 349, 198]
industries-title: ΒΙΟΜΗΧΑΝΙΑΙ: [202, 245, 406, 257]
foreign-brief-body: [1170, 991, 1523, 1166]
table-cell: —: [388, 198, 406, 209]
table-cell: Κτηματική: [203, 220, 312, 230]
page-header: [1170, 93, 1523, 109]
table-cell: 22: [294, 322, 331, 332]
table-cell: —: [362, 375, 407, 386]
table-cell: —: [331, 365, 361, 375]
argentina-col-b: ΜΠΟΥΕΝΟΣ ΑΥΡΕΣ, 28. Ἡ στρατιωτική κυβέρνησις ἔθεσεν εἰς ἐπιφυλακήν ὅλον τόν στρατόν, ἐν ὄψει τῶν ἐκδηλώσεων τῆς Πρωτομαγιᾶς. Ὑπάρχουν φόβοι ὅτι οἱ ὀπαδοί τοῦ ἐκπεσόντος δικτάτορος Περόν θά ἐπιχειρήσουν ταραχάς. ΜΠΟΥΕΝΟΣ ΑΥΡΕΣ, 28. Ἡ στρατιωτική κυβέρνησις ἔθεσεν εἰς ἐπιφυλακήν ὅλον τόν στρατόν, ἐν ὄψει τῶν ἐκδηλώσεων τῆς Πρωτομαγιᾶς. Ὑπάρχουν φόβοι ὅτι οἱ ὀπαδοί τοῦ ἐκπεσόντος δικτάτορος Περόν θά ἐπιχειρήσουν ταραχάς.: [775, 173, 951, 371]
cyprus-byline: ΣΥΝΕΧΕΙΑ ΕΚ ΤΗΣ 1ης ΣΕΛΙΔΟΣ: [610, 423, 750, 433]
siemens-greek: ΣΗΜΕΝΣ ΕΛΛΗΝΙΚΗ ΗΛΕΚΤΡΟΤΕΧΝΙΚΗ Α.Ε.: [1204, 2185, 1489, 2199]
racing-body: Ἀπό τάς σημερινάς ἱπποδρομίας ἀναμένεται ἐνδιαφέρουσα συμμετοχή. Οἱ ἵπποι τῆς πρώτης κατηγορίας θά ἀγωνισθοῦν εἰς τήν κυρίαν κούρσαν.: [961, 175, 1159, 230]
table-cell: —: [129, 198, 157, 209]
siemens-kitchen-ad: [1170, 1725, 1523, 2274]
photo2-caption: Ἡ σκηνή τοῦ Α΄ Διαρκοῦς Στρατοδικείου κατά τήν ἐκδίκασιν τῆς ὑποθέσεως.: [1191, 593, 1502, 605]
economy-headline: ΔΙΑ ΚΥΒΕΡΝΗΤΙΚΗΣ ΑΠΟΦΑΣΕΩΣ ΑΥΞΑΝΕΤΑΙ Ο ΤΡΑΠΕΖΙΚΟΣ ΤΟΚΟΣ ΑΛΛ' ΟΧΙ ΚΑΙ Η ΧΡΗΜΑΤΟΔΟΤΗΣΙΣ: [75, 770, 400, 811]
book-note: Πωλεῖται εἰς ὅλα τά βιβλιοπωλεῖα: [800, 1313, 927, 1323]
